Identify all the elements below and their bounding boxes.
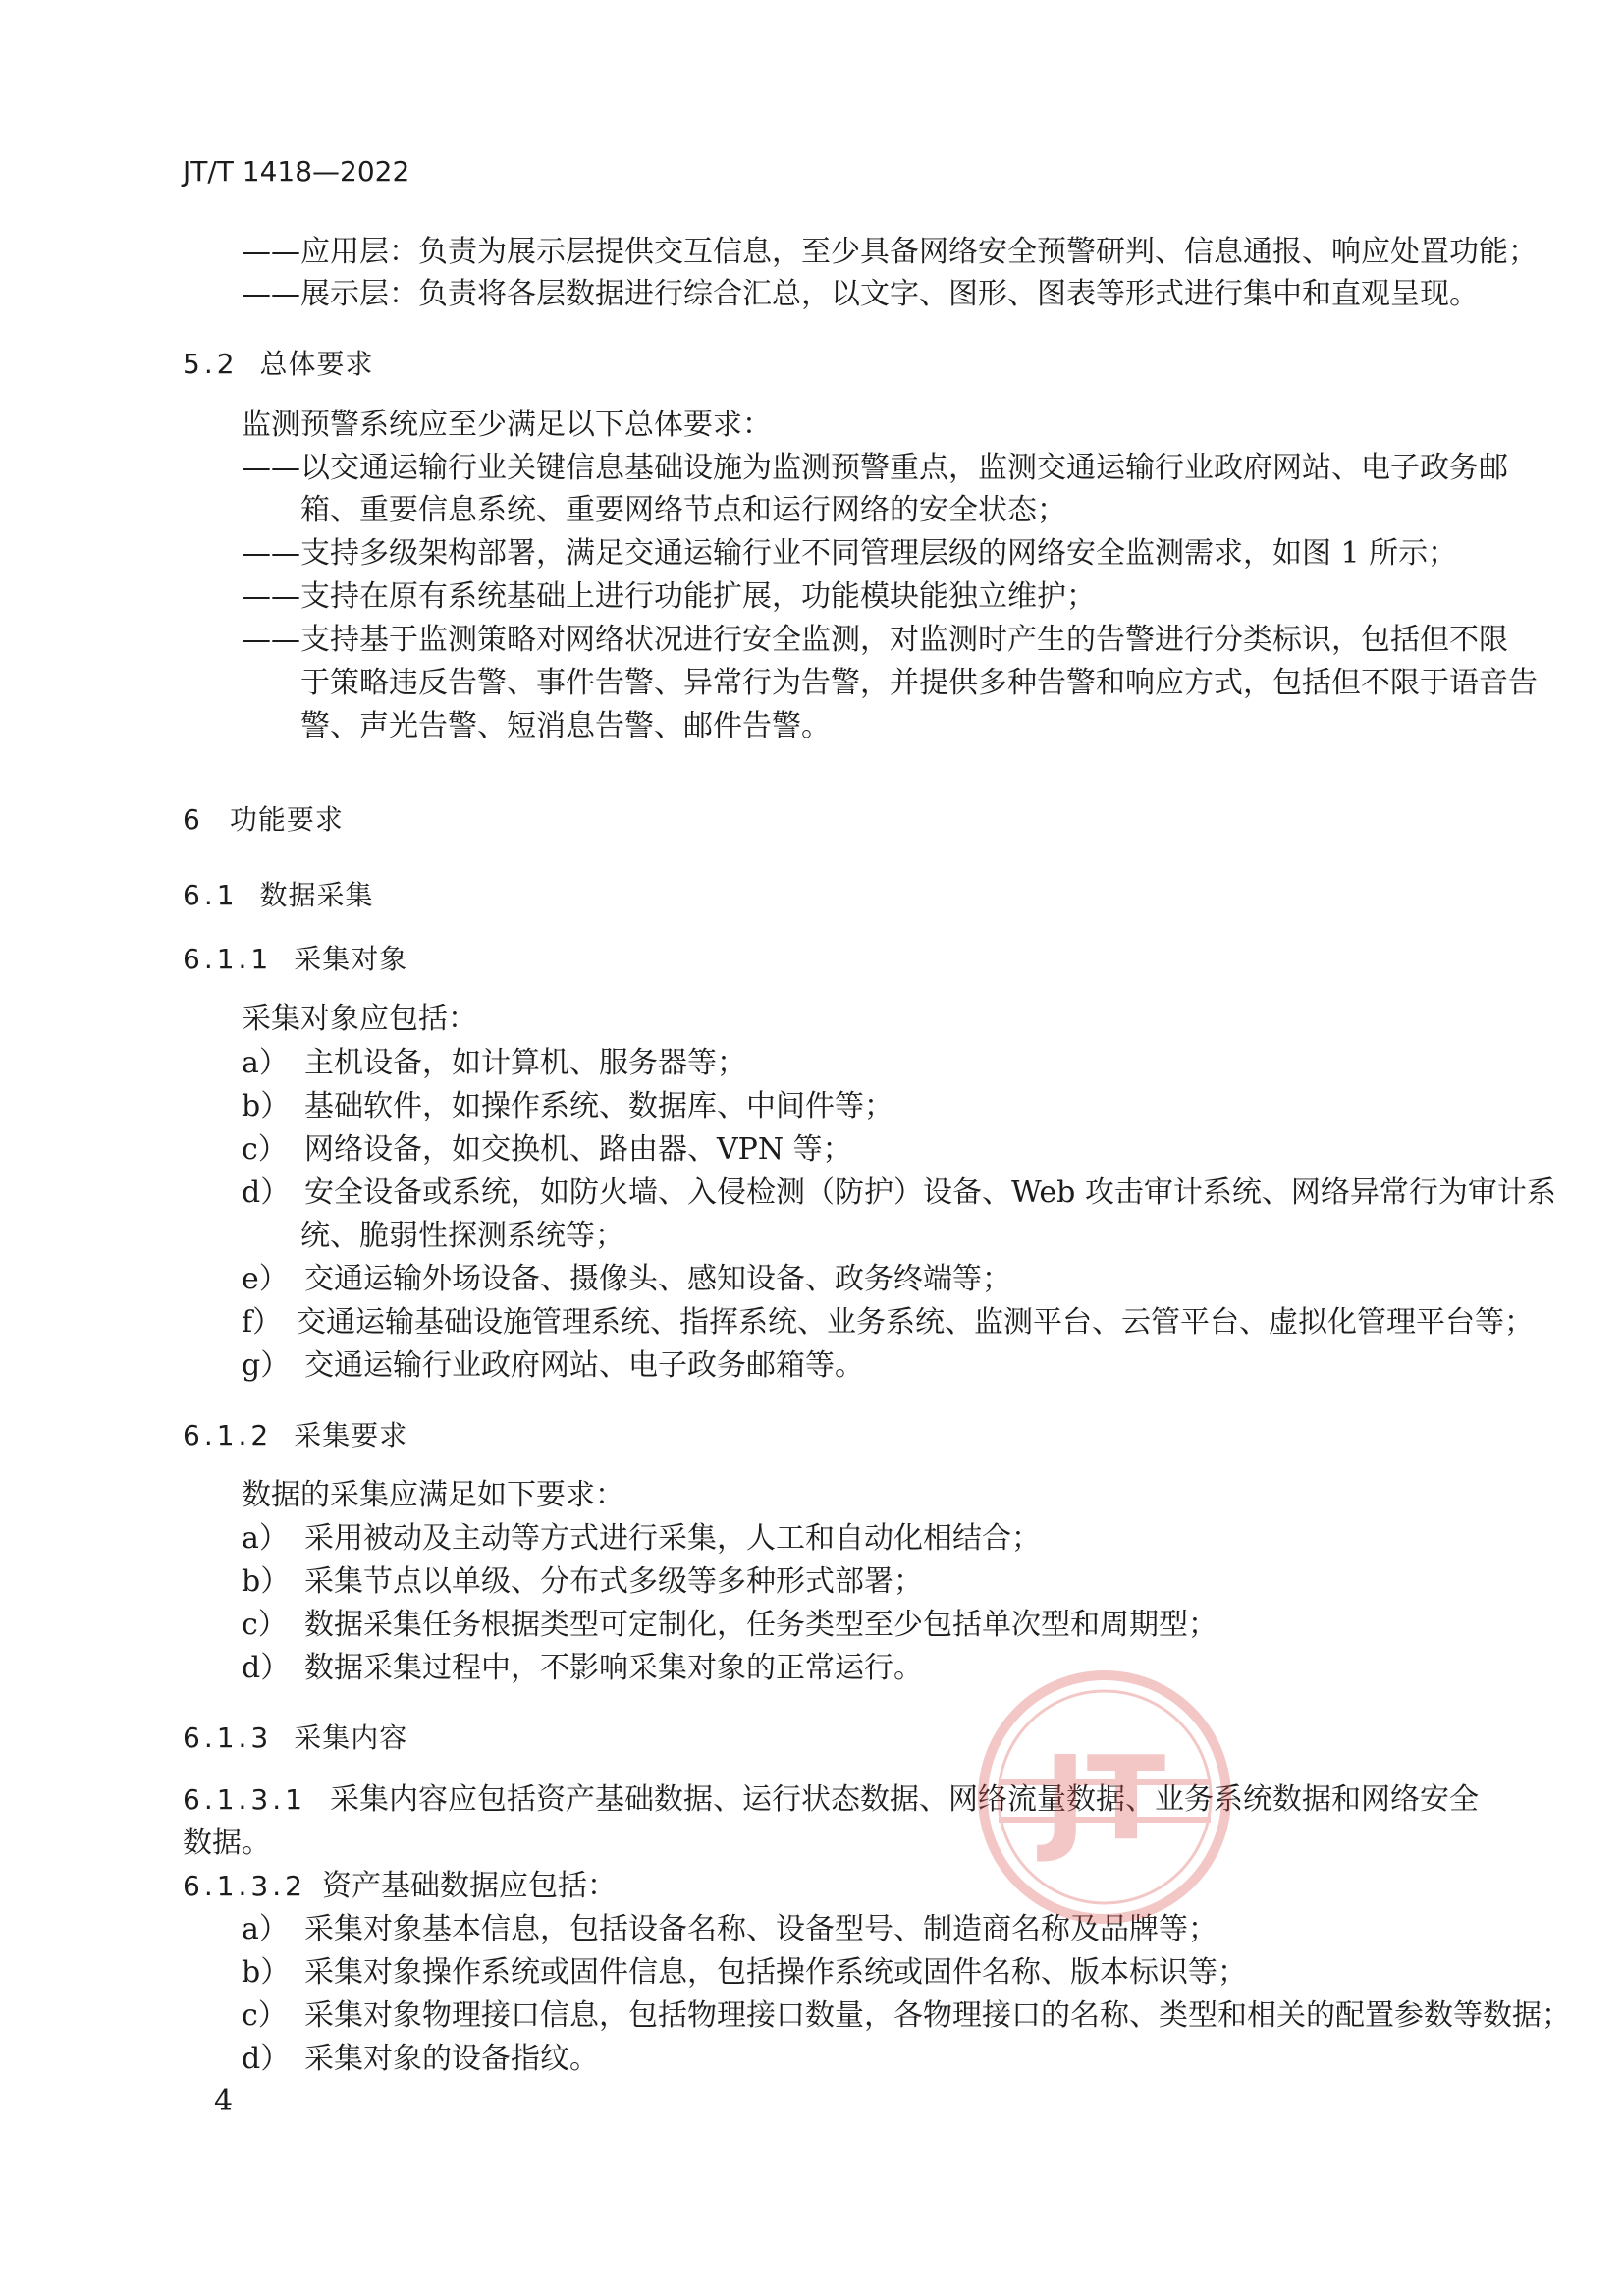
list-item-continuation: 警、声光告警、短消息告警、邮件告警。 — [300, 709, 831, 743]
section-title: 总体要求 — [259, 348, 374, 380]
section-title: 数据采集 — [259, 879, 374, 911]
clause-number: 6.1.3.1 — [183, 1783, 306, 1816]
list-item: ——支持多级架构部署，满足交通运输行业不同管理层级的网络安全监测需求，如图 1 所示； — [242, 536, 1458, 571]
list-item: 网络设备，如交换机、路由器、VPN 等； — [304, 1132, 852, 1167]
list-item: 数据采集任务根据类型可定制化，任务类型至少包括单次型和周期型； — [304, 1608, 1217, 1642]
list-item: ——以交通运输行业关键信息基础设施为监测预警重点，监测交通运输行业政府网站、电子政务邮 — [242, 451, 1508, 485]
section-heading-6-1 — [183, 874, 374, 913]
list-marker: f） — [242, 1305, 283, 1339]
list-marker: a） — [242, 1521, 289, 1556]
list-item: 采用被动及主动等方式进行采集，人工和自动化相结合； — [304, 1521, 1041, 1556]
section-title: 功能要求 — [229, 803, 344, 836]
clause-6-1-3-1 — [183, 1780, 1479, 1820]
list-item: ——展示层：负责将各层数据进行综合汇总，以文字、图形、图表等形式进行集中和直观呈现。 — [242, 277, 1479, 311]
section-number: 5.2 — [183, 348, 239, 380]
list-item: 采集对象操作系统或固件信息，包括操作系统或固件名称、版本标识等； — [304, 1955, 1247, 1990]
document-id: JT/T 1418—2022 — [183, 155, 410, 188]
section-number: 6.1.1 — [183, 943, 273, 975]
list-item: 交通运输外场设备、摄像头、感知设备、政务终端等； — [304, 1262, 1011, 1296]
clause-6-1-3-2 — [183, 1867, 617, 1906]
list-item-continuation: 箱、重要信息系统、重要网络节点和运行网络的安全状态； — [300, 493, 1066, 527]
list-item: 主机设备，如计算机、服务器等； — [304, 1046, 746, 1080]
section-title: 采集要求 — [294, 1419, 408, 1451]
list-item: ——支持基于监测策略对网络状况进行安全监测，对监测时产生的告警进行分类标识，包括但不限 — [242, 623, 1508, 657]
section-number: 6.1 — [183, 879, 239, 911]
section-number: 6 — [183, 803, 204, 836]
list-marker: d） — [242, 2042, 291, 2076]
clause-continuation: 数据。 — [183, 1826, 271, 1860]
section-heading-6-1-1 — [183, 938, 407, 977]
clause-text: 资产基础数据应包括： — [321, 1869, 617, 1903]
list-marker: d） — [242, 1175, 291, 1210]
list-marker: g） — [242, 1348, 291, 1383]
section-heading-6-1-2 — [183, 1414, 407, 1453]
jt-watermark-stamp — [977, 1669, 1232, 1925]
section-number: 6.1.3 — [183, 1722, 273, 1754]
clause-text: 采集内容应包括资产基础数据、运行状态数据、网络流量数据、业务系统数据和网络安全 — [329, 1782, 1479, 1817]
list-item: 采集对象的设备指纹。 — [304, 2042, 599, 2076]
section-title: 采集内容 — [294, 1722, 408, 1754]
stamp-text: JT — [1043, 1730, 1166, 1866]
list-item: 交通运输行业政府网站、电子政务邮箱等。 — [304, 1348, 864, 1383]
section-number: 6.1.2 — [183, 1419, 273, 1451]
section-title: 采集对象 — [294, 943, 408, 975]
list-item: ——应用层：负责为展示层提供交互信息，至少具备网络安全预警研判、信息通报、响应处置功能； — [242, 235, 1538, 269]
section-heading-6-1-3 — [183, 1717, 407, 1756]
list-item: 基础软件，如操作系统、数据库、中间件等； — [304, 1089, 893, 1123]
list-marker: c） — [242, 1998, 288, 2033]
list-item-continuation: 统、脆弱性探测系统等； — [300, 1219, 624, 1253]
list-item: 数据采集过程中，不影响采集对象的正常运行。 — [304, 1651, 923, 1685]
list-marker: c） — [242, 1132, 288, 1167]
list-item: 安全设备或系统，如防火墙、入侵检测（防护）设备、Web 攻击审计系统、网络异常行为审计系 — [304, 1175, 1556, 1210]
section-heading-5-2 — [183, 343, 374, 382]
list-marker: c） — [242, 1608, 288, 1642]
list-item: 采集对象物理接口信息，包括物理接口数量，各物理接口的名称、类型和相关的配置参数等数据； — [304, 1998, 1571, 2033]
list-marker: a） — [242, 1912, 289, 1946]
paragraph: 采集对象应包括： — [242, 1002, 477, 1036]
paragraph: 数据的采集应满足如下要求： — [242, 1478, 624, 1512]
list-marker: d） — [242, 1651, 291, 1685]
list-item: 采集节点以单级、分布式多级等多种形式部署； — [304, 1564, 923, 1599]
section-heading-6 — [183, 798, 344, 838]
paragraph: 监测预警系统应至少满足以下总体要求： — [242, 408, 772, 442]
list-marker: a） — [242, 1046, 289, 1080]
list-item: ——支持在原有系统基础上进行功能扩展，功能模块能独立维护； — [242, 579, 1096, 614]
page-number: 4 — [214, 2084, 234, 2118]
list-item: 交通运输基础设施管理系统、指挥系统、业务系统、监测平台、云管平台、虚拟化管理平台等； — [297, 1305, 1534, 1339]
list-item-continuation: 于策略违反告警、事件告警、异常行为告警，并提供多种告警和响应方式，包括但不限于语音告 — [300, 666, 1538, 700]
list-marker: b） — [242, 1955, 291, 1990]
list-item: 采集对象基本信息，包括设备名称、设备型号、制造商名称及品牌等； — [304, 1912, 1217, 1946]
list-marker: e） — [242, 1262, 289, 1296]
clause-number: 6.1.3.2 — [183, 1870, 306, 1902]
list-marker: b） — [242, 1089, 291, 1123]
list-marker: b） — [242, 1564, 291, 1599]
